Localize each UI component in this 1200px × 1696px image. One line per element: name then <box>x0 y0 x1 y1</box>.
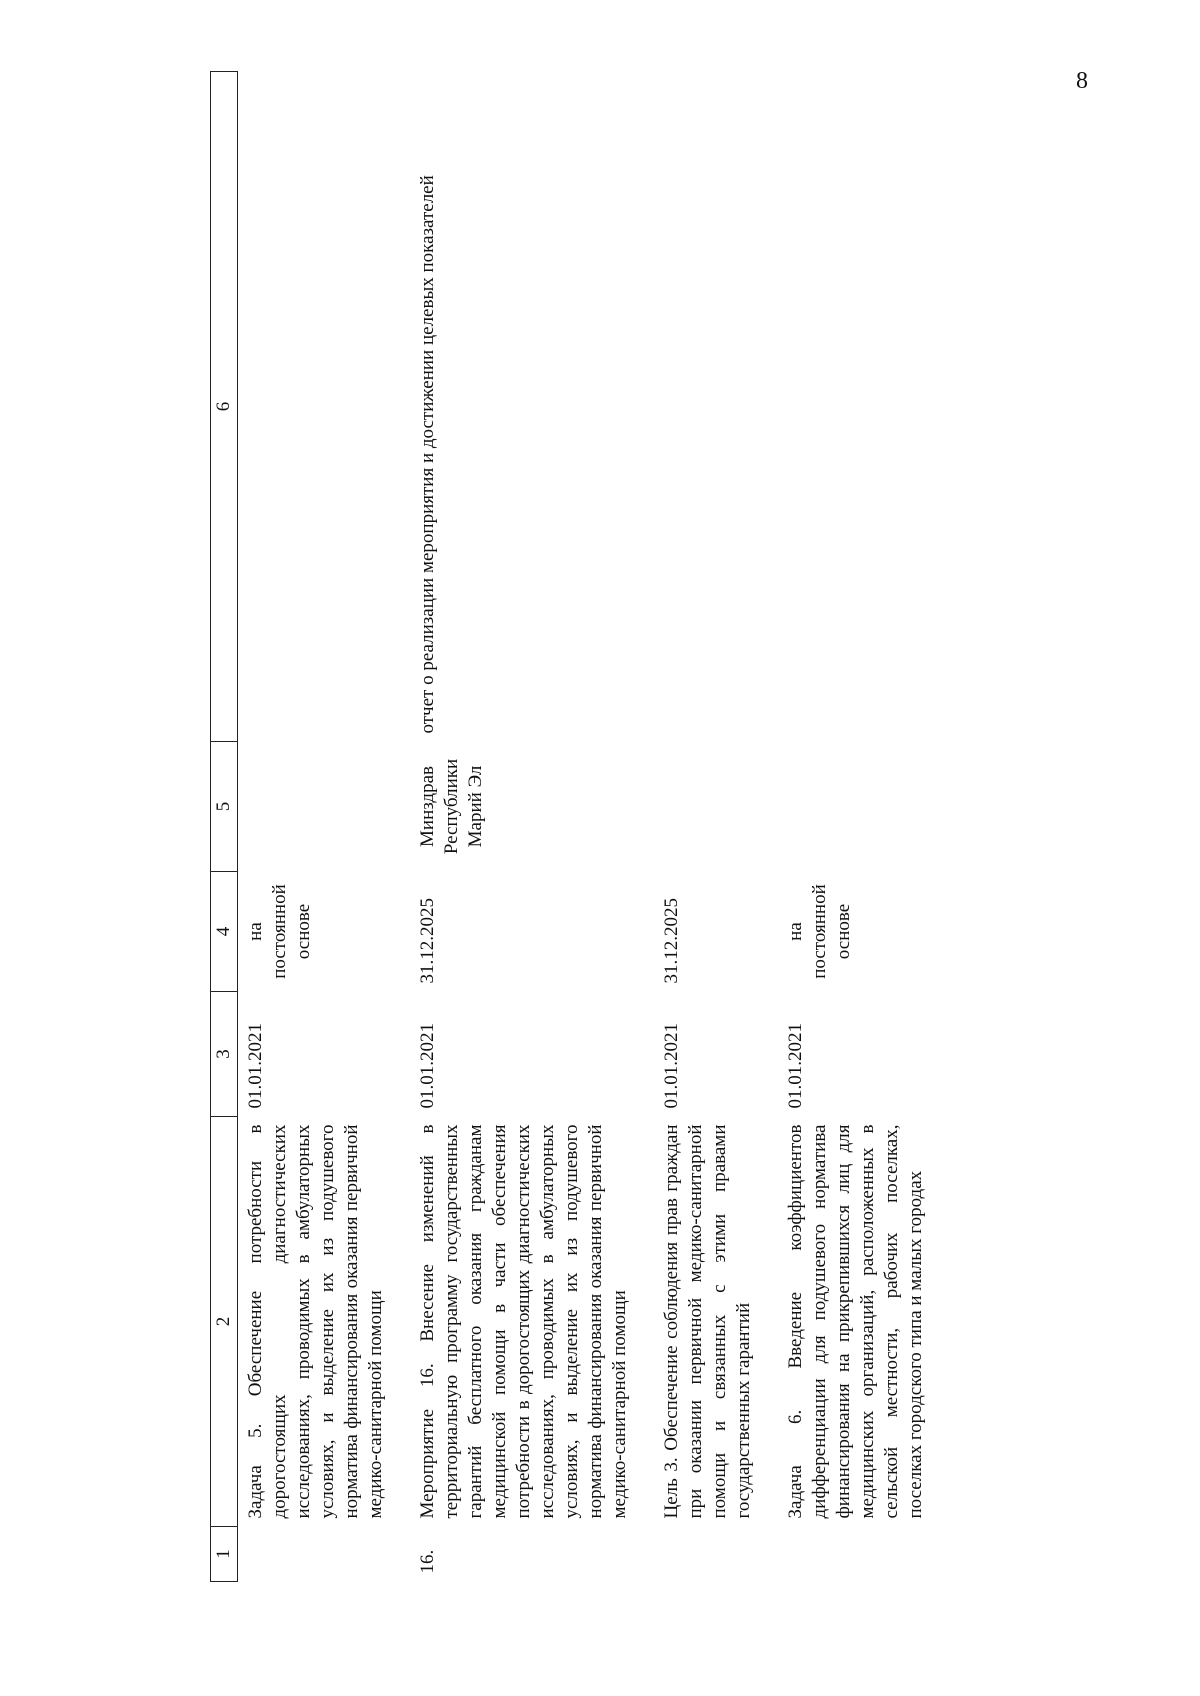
row-end-date: на постоянной основе <box>785 884 854 979</box>
header-col-3: 3 <box>211 992 238 1117</box>
row-executor: Минздрав Республики Марий Эл <box>417 758 486 855</box>
header-row <box>211 72 238 1582</box>
plan-table <box>210 71 950 1582</box>
row-end-date: на постоянной основе <box>245 884 314 979</box>
row-number <box>654 1527 778 1582</box>
row-text: Цель 3. Обеспечение соблюдения прав граждан при оказании первичной медико-санитарной помощи и связанных с этими правами государственных гарантий <box>661 1124 754 1519</box>
row-executor <box>654 742 778 872</box>
row-text: Мероприятие 16. Внесение изменений в территориальную программу государственных гарантий бесплатного оказания гражданам медицинской помощи в части обеспечения потребности в дорогостоящих диагностических исследованиях, проводимых в амбулаторных условиях, и выделение их из подушевого норматива финансирования оказания первичной медико-санитарной помощи <box>417 1124 630 1519</box>
row-end-date: 31.12.2025 <box>417 898 438 984</box>
header-col-1: 1 <box>211 1527 238 1582</box>
table-row <box>778 72 950 1582</box>
row-end-date: 31.12.2025 <box>661 898 682 984</box>
row-executor <box>778 742 950 872</box>
row-start-date: 01.01.2021 <box>417 1023 438 1109</box>
row-text: Задача 6. Введение коэффициентов дифференциации для подушевого норматива финансирования на прикрепившихся лиц для медицинских организаций, расположенных в сельской местности, рабочих поселках, поселках городского типа и малых городах <box>785 1124 926 1519</box>
row-number <box>778 1527 950 1582</box>
row-start-date: 01.01.2021 <box>785 1023 806 1109</box>
header-col-6: 6 <box>211 72 238 742</box>
row-start-date: 01.01.2021 <box>661 1023 682 1109</box>
row-number <box>238 1527 411 1582</box>
table-row <box>410 72 654 1582</box>
row-number: 16. <box>417 1549 438 1574</box>
rotated-table-area <box>210 72 1070 1582</box>
row-executor <box>238 742 411 872</box>
row-result <box>778 72 950 742</box>
header-col-2: 2 <box>211 1117 238 1527</box>
table-row <box>238 72 411 1582</box>
page-number: 8 <box>1076 68 1088 94</box>
row-result <box>654 72 778 742</box>
row-result: отчет о реализации мероприятия и достижении целевых показателей <box>417 175 438 734</box>
header-col-5: 5 <box>211 742 238 872</box>
row-start-date: 01.01.2021 <box>245 1023 266 1109</box>
row-text: Задача 5. Обеспечение потребности в дорогостоящих диагностических исследованиях, проводимых в амбулаторных условиях, и выделение их из подушевого норматива финансирования оказания первичной медико-санитарной помощи <box>245 1124 386 1519</box>
row-result <box>238 72 411 742</box>
header-col-4: 4 <box>211 872 238 992</box>
table-row <box>654 72 778 1582</box>
